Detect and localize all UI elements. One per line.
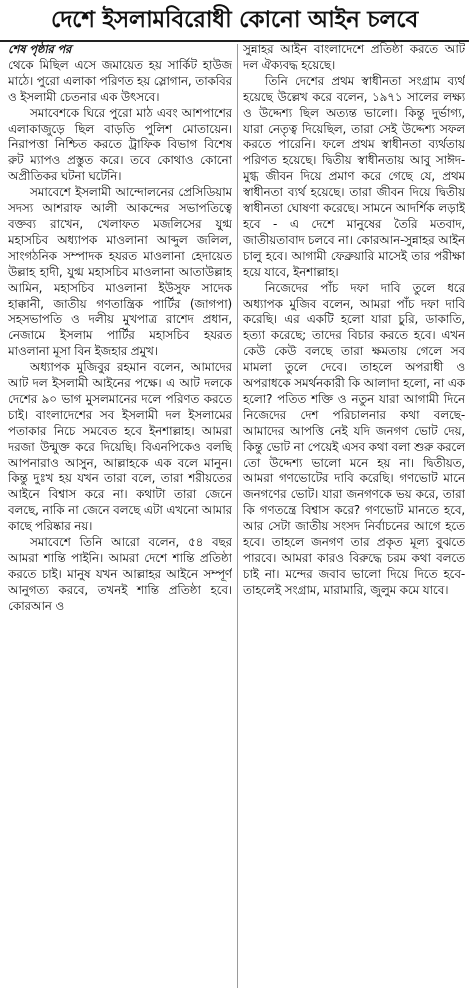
paragraph: সুন্নাহর আইন বাংলাদেশে প্রতিষ্ঠা করতে আট দল ঐক্যবদ্ধ হয়েছে। [243,42,465,72]
paragraph: অধ্যাপক মুজিবুর রহমান বলেন, আমাদের আট দল ইসলামী আইনের পক্ষে। এ আট দলকে দেশের ৯০ ভাগ মুসলমানের দলে পরিণত করতে চাই। বাংলাদেশের সব ইসলামী দল ইসলামের পতাকার নিচে সমবেত হবে ইনশাল্লাহ। আমরা দরজা উন্মুক্ত করে দিয়েছি। বিএনপিকেও বলছি আপনারাও আসুন, আল্লাহকে এক বলে মানুন। কিন্তু দুঃখ হয় যখন তারা বলে, তারা শরীয়তের আইনে বিশ্বাস করে না। কথাটা তারা জেনে বলছে, নাকি না জেনে বলছে এটা এখনো আমার কাছে পরিষ্কার নয়। [8,360,232,534]
right-column [243,42,465,990]
paragraph: তিনি দেশের প্রথম স্বাধীনতা সংগ্রাম ব্যর্থ হয়েছে উল্লেখ করে বলেন, ১৯৭১ সালের লক্ষ্য ও উদ্দেশ্য ছিল অত্যন্ত ভালো। কিন্তু দুর্ভাগ্য, যারা নেতৃত্ব দিয়েছিল, তারা সেই উদ্দেশ্য সফল করতে পারেনি। ফলে প্রথম স্বাধীনতা ব্যর্থতায় পরিণত হয়েছে। দ্বিতীয় স্বাধীনতায় আবু সাঈদ-মুগ্ধ জীবন দিয়ে প্রমাণ করে গেছে যে, প্রথম স্বাধীনতা ব্যর্থ হয়েছে। তারা জীবন দিয়ে দ্বিতীয় স্বাধীনতা ঘোষণা করেছে। সামনে আদর্শিক লড়াই হবে - এ দেশে মানুষের তৈরি মতবাদ, জাতীয়তাবাদ চলবে না। কোরআন-সুন্নাহর আইন চালু হবে। আগামী ফেব্রুয়ারি মাসেই তার পরীক্ষা হয়ে যাবে, ইনশাল্লাহ। [243,73,465,279]
left-column [8,42,232,990]
paragraph: নিজেদের পাঁচ দফা দাবি তুলে ধরে অধ্যাপক মুজিব বলেন, আমরা পাঁচ দফা দাবি করেছি। এর একটি হলো যারা চুরি, ডাকাতি, হত্যা করেছে; তাদের বিচার করতে হবে। এখন কেউ কেউ বলছে তারা ক্ষমতায় গেলে সব মামলা তুলে দেবে। তাহলে অপরাধী ও অপরাধকে সমর্থনকারী কি আলাদা হলো, না এক হলো? পতিত শক্তি ও নতুন যারা আগামী দিনে নিজেদের দেশ পরিচালনার কথা বলছে- আমাদের আপত্তি নেই যদি জনগণ ভোট দেয়, কিন্তু ভোট না পেয়েই এসব কথা বলা শুরু করলে তো উদ্দেশ্য ভালো মনে হয় না। দ্বিতীয়ত, আমরা গণভোটের দাবি করেছি। গণভোট মানে জনগণের ভোট। যারা জনগণকে ভয় করে, তারা কি গণতন্ত্রে বিশ্বাস করে? গণভোট মানতে হবে, আর সেটা জাতীয় সংসদ নির্বাচনের আগে হতে হবে। তাহলে জনগণ তার প্রকৃত মূল্য বুঝতে পারবে। আমরা কারও বিরুদ্ধে চরম কথা বলতে চাই না। মন্দের জবাব ভালো দিয়ে দিতে হবে- তাহলেই সংগ্রাম, মারামারি, জুলুম কমে যাবে। [243,280,465,597]
paragraph: সমাবেশে তিনি আরো বলেন, ৫৪ বছর আমরা শান্তি পাইনি। আমরা দেশে শান্তি প্রতিষ্ঠা করতে চাই। মানুষ যখন আল্লাহর আইনে সম্পূর্ণ আনুগত্য করবে, তখনই শান্তি প্রতিষ্ঠা হবে। কোরআন ও [8,535,232,613]
column-divider [237,44,238,988]
paragraph: সমাবেশে ইসলামী আন্দোলনের প্রেসিডিয়াম সদস্য আশরাফ আলী আকন্দের সভাপতিত্বে বক্তব্য রাখেন, খেলাফত মজলিসের যুগ্ম মহাসচিব অধ্যাপক মাওলানা আব্দুল জলিল, সাংগঠনিক সম্পাদক হযরত মাওলানা হেদায়েত উল্লাহ হাদী, যুগ্ম মহাসচিব মাওলানা আতাউল্লাহ আমিন, মহাসচিব মাওলানা ইউসুফ সাদেক হাক্কানী, জাতীয় গণতান্ত্রিক পার্টির (জাগপা) সহসভাপতি ও দলীয় মুখপাত্র রাশেদ প্রধান, নেজামে ইসলাম পার্টির মহাসচিব হযরত মাওলানা মূসা বিন ইজহার প্রমুখ। [8,185,232,359]
paragraph: থেকে মিছিল এসে জমায়েত হয় সার্কিট হাউজ মাঠে। পুরো এলাকা পরিণত হয় স্লোগান, তাকবির ও ইসলামী চেতনার এক উৎসবে। [8,57,232,104]
continued-from-label: শেষ পৃষ্ঠার পর [8,42,72,56]
paragraph: সমাবেশকে ঘিরে পুরো মাঠ এবং আশপাশের এলাকাজুড়ে ছিল বাড়তি পুলিশ মোতায়েন। নিরাপত্তা নিশ্চিত করতে ট্রাফিক বিভাগ বিশেষ রুট ম্যাপও প্রস্তুত করে। তবে কোথাও কোনো অপ্রীতিকর ঘটনা ঘটেনি। [8,105,232,184]
headline: দেশে ইসলামবিরোধী কোনো আইন চলবে [51,7,418,33]
